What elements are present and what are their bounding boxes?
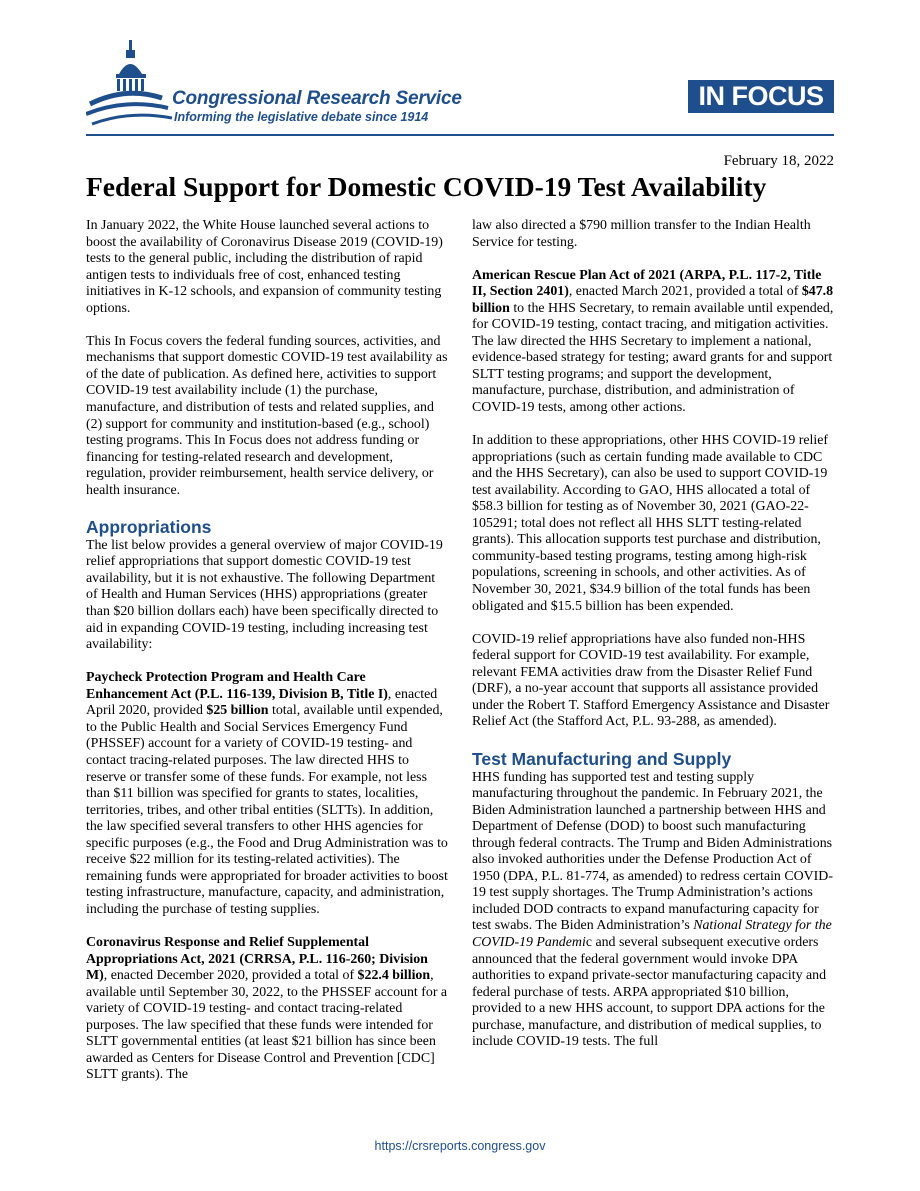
crrsa-act-name: Coronavirus Response and Relief Supplemental Appropriations Act, 2021 (CRRSA, P.L. 116-260; Division M) xyxy=(86,934,428,984)
page-title: Federal Support for Domestic COVID-19 Test Availability xyxy=(86,171,767,202)
section-heading-test-manufacturing: Test Manufacturing and Supply xyxy=(472,748,732,769)
arpa-act-name: American Rescue Plan Act of 2021 (ARPA, P.L. 117-2, Title II, Section 2401) xyxy=(472,267,822,300)
ppphcea-act-name: Paycheck Protection Program and Health Care Enhancement Act (P.L. 116-139, Division B, Title I) xyxy=(86,670,388,702)
manufacturing-paragraph: HHS funding has supported test and testing supply manufacturing throughout the pandemic. In February 2021, the Biden Administration launched a partnership between HHS and Department of Defense (DOD) to boost such manufacturing through federal contracts. The Trump and Biden Administrations also invoked authorities under the Defense Production Act of 1950 (DPA, P.L. 81-774, as amended) to redress certain COVID-19 test supply shortages. The Trump Administration’s actions included DOD contracts to expand manufacturing capacity for test swabs. The Biden Administration’s National Strategy for the COVID-19 Pandemic and several subsequent executive orders announced that the federal government would invoke DPA authorities to expand private-sector manufacturing capacity and federal purchase of tests. ARPA appropriated $10 billion, provided to a new HHS account, to support DPA actions for the purchase, manufacture, and distribution of medical supplies, to include COVID-19 tests. The full xyxy=(472,769,833,1050)
organization-name: Congressional Research Service xyxy=(172,88,462,109)
header-divider xyxy=(86,134,834,136)
capitol-dome-logo-icon xyxy=(86,40,176,132)
national-strategy-title: National Strategy for the COVID-19 Pandemi xyxy=(472,918,832,950)
crrsa-continued-paragraph: law also directed a $790 million transfer to the Indian Health Service for testing. xyxy=(472,218,811,250)
arpa-amount: $47.8 billion xyxy=(472,284,834,316)
left-column xyxy=(86,218,448,1100)
other-appropriations-paragraph: In addition to these appropriations, other HHS COVID-19 relief appropriations (such as certain funding made available to CDC and the HHS Secretary), can also be used to support COVID-19 test availability. According to GAO, HHS allocated a total of $58.3 billion for testing as of November 30, 2021 (GAO-22-105291; total does not reflect all HHS SLTT testing-related grants). This allocation supports test purchase and distribution, community-based testing programs, testing among high-risk populations, screening in schools, and other activities. As of November 30, 2021, $34.9 billion of the total funds has been obligated and $15.5 billion has been expended. xyxy=(472,433,829,614)
non-hhs-paragraph: COVID-19 relief appropriations have also funded non-HHS federal support for COVID-19 test availability. For example, relevant FEMA activities draw from the Disaster Relief Fund (DRF), a no-year account that supports all assistance provided under the Robert T. Stafford Emergency Assistance and Disaster Relief Act (the Stafford Act, P.L. 93-288, as amended). xyxy=(472,631,830,730)
organization-tagline: Informing the legislative debate since 1914 xyxy=(174,110,429,124)
ppphcea-amount: $25 billion xyxy=(206,703,269,719)
crrsa-amount: $22.4 billion xyxy=(357,968,431,984)
page-header xyxy=(0,0,920,140)
publication-date: February 18, 2022 xyxy=(723,153,834,169)
in-focus-badge: IN FOCUS xyxy=(688,80,834,113)
scope-paragraph: This In Focus covers the federal funding sources, activities, and mechanisms that support domestic COVID-19 test availability as of the date of publication. As defined here, activities to support COVID-19 test availability include (1) the purchase, manufacture, and distribution of tests and related supplies, and (2) support for community and institution-based (e.g., school) testing programs. This In Focus does not address funding or financing for testing-related research and development, regulation, provider reimbursement, health service delivery, or health insurance. xyxy=(86,333,448,498)
footer-url-link[interactable]: https://crsreports.congress.gov xyxy=(374,1139,546,1153)
crrsa-paragraph: Coronavirus Response and Relief Supplemental Appropriations Act, 2021 (CRRSA, P.L. 116-260; Division M), enacted December 2020, provided a total of $22.4 billion, available until September 30, 2022, to the PHSSEF account for a variety of COVID-19 testing- and contact tracing-related purposes. The law specified that these funds were intended for SLTT governmental entities (at least $21 billion has since been awarded as Centers for Disease Control and Prevention [CDC] SLTT grants). The xyxy=(86,934,448,1083)
arpa-paragraph: American Rescue Plan Act of 2021 (ARPA, P.L. 117-2, Title II, Section 2401), enacted March 2021, provided a total of $47.8 billion to the HHS Secretary, to remain available until expended, for COVID-19 testing, contact tracing, and mitigation activities. The law directed the HHS Secretary to implement a national, evidence-based strategy for testing; award grants for and support SLTT testing programs; and support the development, manufacture, purchase, distribution, and administration of COVID-19 tests, among other actions. xyxy=(472,267,834,416)
right-column xyxy=(472,218,834,1067)
intro-paragraph: In January 2022, the White House launched several actions to boost the availability of Coronavirus Disease 2019 (COVID-19) tests to the general public, including the distribution of rapid antigen tests to individuals free of cost, enhanced testing initiatives in K-12 schools, and expansion of community testing options. xyxy=(86,218,443,316)
appropriations-overview-paragraph: The list below provides a general overview of major COVID-19 relief appropriations that support domestic COVID-19 test availability, but it is not exhaustive. The following Department of Health and Human Services (HHS) appropriations (greater than $20 billion dollars each) have been specifically directed to aid in expanding COVID-19 testing, including increasing test availability: xyxy=(86,537,443,653)
ppphcea-paragraph: Paycheck Protection Program and Health Care Enhancement Act (P.L. 116-139, Division B, Title I), enacted April 2020, provided $25 billion total, available until expended, to the Public Health and Social Services Emergency Fund (PHSSEF) account for a variety of COVID-19 testing- and contact tracing-related purposes. The law directed HHS to reserve or transfer some of these funds. For example, not less than $11 billion was specified for grants to states, localities, territories, tribes, and other tribal entities (SLTTs). In addition, the law specified several transfers to other HHS agencies for specific purposes (e.g., the Food and Drug Administration was to receive $22 million for its testing-related activities). The remaining funds were appropriated for broader activities to boost testing infrastructure, manufacture, capacity, and administration, including the purchase of testing supplies. xyxy=(86,670,448,917)
section-heading-appropriations: Appropriations xyxy=(86,516,212,537)
